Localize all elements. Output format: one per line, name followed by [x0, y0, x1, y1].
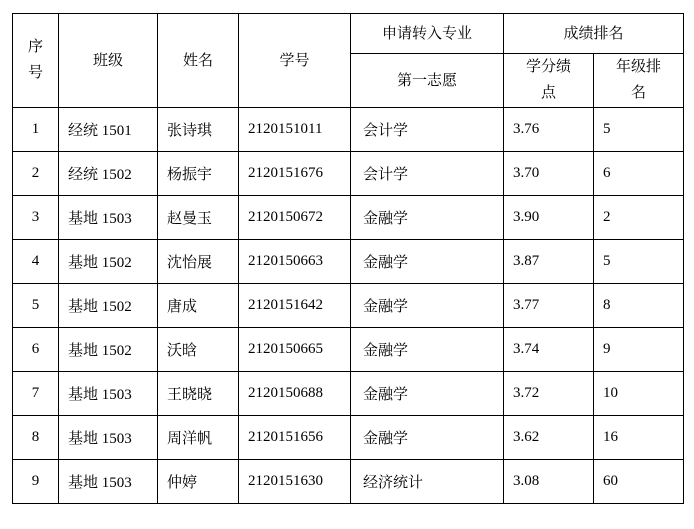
cell-class: 经统 1502 — [59, 152, 158, 196]
cell-seq: 2 — [13, 152, 59, 196]
table-row — [13, 284, 684, 328]
cell-student-id: 2120151630 — [239, 460, 351, 504]
cell-student-id: 2120151656 — [239, 416, 351, 460]
cell-name: 王晓晓 — [158, 372, 239, 416]
cell-first-choice: 会计学 — [351, 108, 504, 152]
table-row — [13, 196, 684, 240]
cell-name: 周洋帆 — [158, 416, 239, 460]
cell-first-choice: 金融学 — [351, 240, 504, 284]
header-name: 姓名 — [158, 14, 239, 108]
header-student-id: 学号 — [239, 14, 351, 108]
header-gpa-label: 学分绩点 — [525, 59, 571, 101]
cell-first-choice: 会计学 — [351, 152, 504, 196]
cell-grade-rank: 6 — [594, 152, 684, 196]
cell-first-choice: 金融学 — [351, 416, 504, 460]
cell-seq: 7 — [13, 372, 59, 416]
cell-grade-rank: 16 — [594, 416, 684, 460]
table-row — [13, 328, 684, 372]
table-row — [13, 416, 684, 460]
table-header — [13, 14, 684, 108]
transfer-applicants-table — [12, 13, 684, 504]
header-transfer-major-group: 申请转入专业 — [351, 14, 504, 54]
cell-student-id: 2120150672 — [239, 196, 351, 240]
table-row — [13, 240, 684, 284]
cell-seq: 1 — [13, 108, 59, 152]
cell-student-id: 2120150663 — [239, 240, 351, 284]
cell-seq: 5 — [13, 284, 59, 328]
table-row — [13, 152, 684, 196]
cell-gpa: 3.72 — [504, 372, 594, 416]
cell-gpa: 3.90 — [504, 196, 594, 240]
table-row — [13, 372, 684, 416]
cell-class: 基地 1502 — [59, 328, 158, 372]
header-first-choice: 第一志愿 — [351, 54, 504, 108]
cell-seq: 3 — [13, 196, 59, 240]
cell-grade-rank: 10 — [594, 372, 684, 416]
cell-first-choice: 金融学 — [351, 196, 504, 240]
cell-class: 基地 1503 — [59, 196, 158, 240]
cell-first-choice: 金融学 — [351, 372, 504, 416]
cell-grade-rank: 2 — [594, 196, 684, 240]
cell-student-id: 2120150688 — [239, 372, 351, 416]
cell-first-choice: 经济统计 — [351, 460, 504, 504]
cell-student-id: 2120151642 — [239, 284, 351, 328]
cell-student-id: 2120151011 — [239, 108, 351, 152]
cell-gpa: 3.76 — [504, 108, 594, 152]
cell-class: 基地 1502 — [59, 284, 158, 328]
cell-student-id: 2120151676 — [239, 152, 351, 196]
cell-name: 杨振宇 — [158, 152, 239, 196]
cell-name: 赵曼玉 — [158, 196, 239, 240]
table-row — [13, 460, 684, 504]
cell-grade-rank: 8 — [594, 284, 684, 328]
cell-seq: 8 — [13, 416, 59, 460]
table-row — [13, 108, 684, 152]
header-row-1 — [13, 14, 684, 54]
header-seq-label: 序号 — [27, 39, 43, 81]
cell-name: 仲婷 — [158, 460, 239, 504]
header-seq — [13, 14, 59, 108]
cell-name: 张诗琪 — [158, 108, 239, 152]
table-body — [13, 108, 684, 504]
header-class: 班级 — [59, 14, 158, 108]
cell-gpa: 3.70 — [504, 152, 594, 196]
cell-grade-rank: 9 — [594, 328, 684, 372]
cell-grade-rank: 5 — [594, 240, 684, 284]
header-score-rank-group: 成绩排名 — [504, 14, 684, 54]
cell-gpa: 3.87 — [504, 240, 594, 284]
cell-class: 经统 1501 — [59, 108, 158, 152]
cell-gpa: 3.77 — [504, 284, 594, 328]
cell-gpa: 3.74 — [504, 328, 594, 372]
header-grade-rank — [594, 54, 684, 108]
header-gpa — [504, 54, 594, 108]
cell-seq: 6 — [13, 328, 59, 372]
cell-grade-rank: 60 — [594, 460, 684, 504]
cell-class: 基地 1503 — [59, 460, 158, 504]
cell-gpa: 3.62 — [504, 416, 594, 460]
cell-class: 基地 1503 — [59, 372, 158, 416]
cell-first-choice: 金融学 — [351, 328, 504, 372]
cell-seq: 9 — [13, 460, 59, 504]
cell-seq: 4 — [13, 240, 59, 284]
cell-class: 基地 1502 — [59, 240, 158, 284]
cell-gpa: 3.08 — [504, 460, 594, 504]
cell-name: 沈怡展 — [158, 240, 239, 284]
cell-student-id: 2120150665 — [239, 328, 351, 372]
cell-name: 唐成 — [158, 284, 239, 328]
header-grade-rank-label: 年级排名 — [615, 59, 661, 101]
cell-grade-rank: 5 — [594, 108, 684, 152]
cell-class: 基地 1503 — [59, 416, 158, 460]
cell-first-choice: 金融学 — [351, 284, 504, 328]
cell-name: 沃晗 — [158, 328, 239, 372]
